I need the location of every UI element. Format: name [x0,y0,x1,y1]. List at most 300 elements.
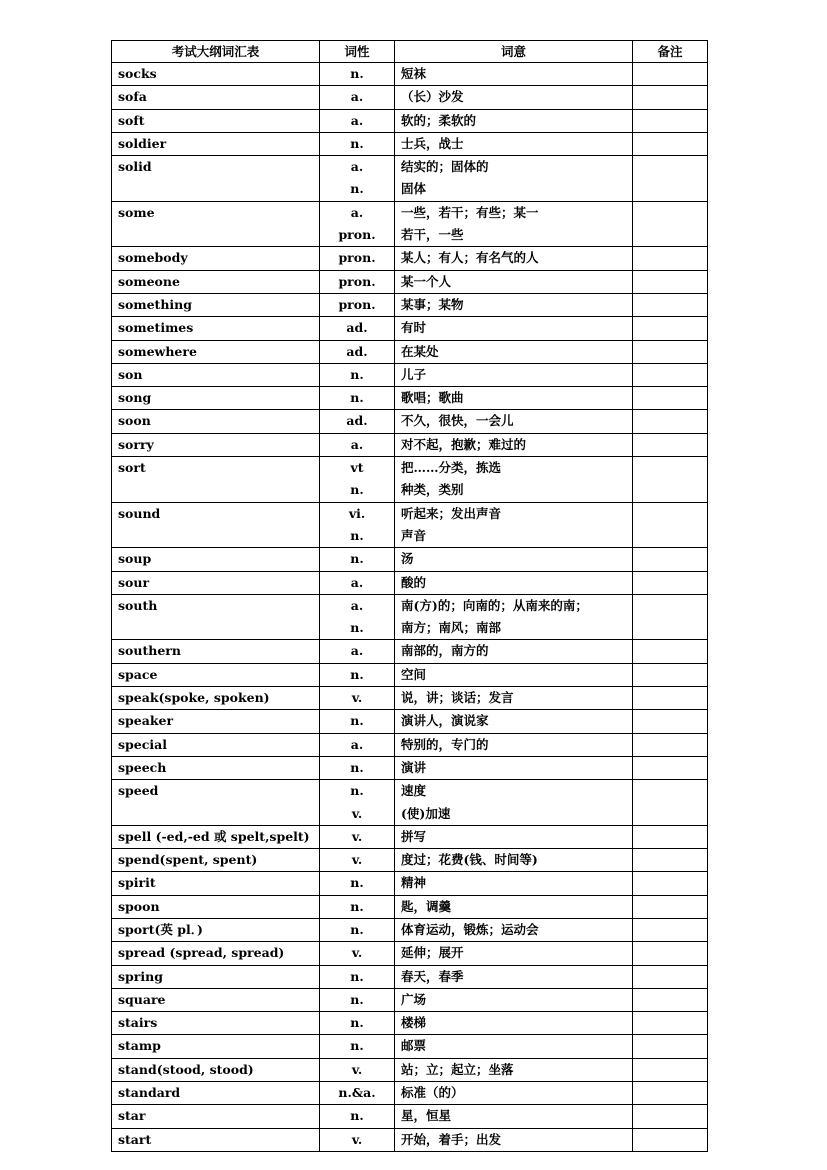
note-cell [633,132,708,155]
word-text: soft [118,112,145,128]
pos-text: a. [350,436,364,452]
word-text: speech [118,759,167,775]
note-cell [633,825,708,848]
pos-cell [320,872,395,895]
note-cell [633,942,708,965]
note-cell [633,363,708,386]
word-text: socks [118,66,157,81]
meaning-text: 把……分类，拣选 [401,460,502,476]
word-cell [112,457,320,503]
meaning-text: 精神 [401,875,427,891]
table-row [112,156,708,202]
note-cell [633,895,708,918]
meaning-text: 拼写 [401,828,427,844]
pos-text: a. [350,597,364,613]
word-text: sort [118,460,146,476]
table-row [112,270,708,293]
meaning-cell [395,733,633,756]
meaning-cell [395,63,633,86]
meaning-text: 星，恒星 [401,1108,452,1124]
word-cell [112,1035,320,1058]
meaning-cell [395,663,633,686]
meaning-cell [395,640,633,663]
table-row [112,433,708,456]
pos-text: n. [350,875,364,891]
note-cell [633,201,708,247]
pos-cell [320,756,395,779]
meaning-cell [395,780,633,826]
pos-text: v. [351,828,363,844]
word-text: someone [118,273,180,289]
pos-cell [320,63,395,86]
pos-cell [320,895,395,918]
word-cell [112,132,320,155]
meaning-cell [395,387,633,410]
note-cell [633,270,708,293]
meaning-cell [395,247,633,270]
meaning-text: 短袜 [401,66,427,81]
word-cell [112,387,320,410]
note-cell [633,109,708,132]
word-cell [112,872,320,895]
meaning-text: 演讲 [401,759,427,775]
pos-text: n. [350,898,364,914]
note-cell [633,1058,708,1081]
pos-cell [320,132,395,155]
word-text: sometimes [118,320,194,336]
note-cell [633,317,708,340]
meaning-cell [395,457,633,503]
pos-text: ad. [346,413,368,429]
meaning-text: 标准（的） [401,1085,464,1101]
pos-cell [320,502,395,548]
note-cell [633,965,708,988]
word-text: standard [118,1085,181,1101]
pos-text: n. [350,991,364,1007]
meaning-text: 一些，若干；有些；某一 [401,204,539,220]
meaning-cell [395,86,633,109]
meaning-text: 在某处 [401,343,439,359]
table-row [112,317,708,340]
pos-cell [320,1128,395,1151]
pos-text: n. [350,968,364,984]
word-cell [112,965,320,988]
pos-cell [320,1105,395,1128]
note-cell [633,594,708,640]
meaning-text: 某一个人 [401,273,452,289]
table-row [112,340,708,363]
pos-text: n. [350,390,364,406]
meaning-cell [395,571,633,594]
pos-cell [320,942,395,965]
table-row [112,571,708,594]
pos-cell [320,109,395,132]
pos-text: a. [350,643,364,659]
meaning-cell [395,293,633,316]
table-row [112,988,708,1011]
table-row [112,63,708,86]
word-text: sofa [118,89,147,105]
word-text: south [118,597,158,613]
word-text: start [118,1131,152,1147]
word-cell [112,571,320,594]
table-row [112,293,708,316]
header-meaning: 词意 [395,41,633,63]
meaning-text: 士兵，战士 [401,135,464,151]
note-cell [633,988,708,1011]
meaning-cell [395,988,633,1011]
word-text: star [118,1108,146,1124]
word-text: spoon [118,898,160,914]
word-cell [112,340,320,363]
word-cell [112,710,320,733]
word-text: sound [118,505,161,521]
meaning-text: 匙，调羹 [401,898,452,914]
meaning-text: (使)加速 [401,805,451,821]
word-text: sorry [118,436,154,452]
meaning-cell [395,340,633,363]
meaning-text: 酸的 [401,574,427,590]
table-row [112,1058,708,1081]
pos-text: n. [350,921,364,937]
pos-text: a. [350,112,364,128]
word-cell [112,548,320,571]
table-row [112,663,708,686]
pos-text: a. [350,204,364,220]
word-cell [112,756,320,779]
pos-cell [320,270,395,293]
meaning-text: 空间 [401,666,427,682]
pos-cell [320,687,395,710]
note-cell [633,410,708,433]
note-cell [633,502,708,548]
pos-text: n. [350,482,364,498]
pos-cell [320,340,395,363]
meaning-cell [395,317,633,340]
table-row [112,457,708,503]
meaning-text: 软的；柔软的 [401,112,477,128]
table-row [112,109,708,132]
pos-cell [320,780,395,826]
pos-text: a. [350,574,364,590]
table-row [112,733,708,756]
meaning-cell [395,825,633,848]
meaning-cell [395,1128,633,1151]
header-word: 考试大纲词汇表 [112,41,320,63]
meaning-text: 广场 [401,991,427,1007]
pos-cell [320,965,395,988]
word-text: spell (-ed,-ed 或 spelt,spelt) [118,828,310,844]
meaning-text: 结实的；固体的 [401,159,489,175]
note-cell [633,1035,708,1058]
pos-text: n.&a. [338,1085,376,1101]
meaning-cell [395,710,633,733]
pos-text: n. [350,135,364,151]
note-cell [633,780,708,826]
note-cell [633,640,708,663]
word-cell [112,201,320,247]
note-cell [633,156,708,202]
meaning-text: 某事；某物 [401,296,464,312]
word-cell [112,109,320,132]
note-cell [633,86,708,109]
note-cell [633,849,708,872]
meaning-cell [395,687,633,710]
meaning-cell [395,132,633,155]
table-row [112,363,708,386]
table-row [112,1035,708,1058]
table-row [112,872,708,895]
meaning-text: 演讲人，演说家 [401,713,489,729]
meaning-cell [395,548,633,571]
meaning-text: 汤 [401,551,414,567]
table-row [112,849,708,872]
pos-text: v. [351,690,363,706]
pos-text: vt [350,460,364,476]
pos-cell [320,548,395,571]
meaning-text: 种类，类别 [401,482,464,498]
word-cell [112,433,320,456]
word-text: speak(spoke, spoken) [118,690,270,706]
table-row [112,710,708,733]
table-row [112,942,708,965]
note-cell [633,872,708,895]
pos-text: pron. [338,250,376,266]
meaning-text: 歌唱；歌曲 [401,390,464,406]
table-body [112,63,708,1152]
table-row [112,965,708,988]
note-cell [633,1082,708,1105]
meaning-text: 延伸；展开 [401,945,464,961]
word-cell [112,1082,320,1105]
pos-cell [320,571,395,594]
word-cell [112,502,320,548]
note-cell [633,63,708,86]
pos-text: a. [350,736,364,752]
note-cell [633,293,708,316]
pos-cell [320,825,395,848]
pos-text: n. [350,1015,364,1031]
meaning-cell [395,410,633,433]
pos-text: pron. [338,227,376,243]
meaning-cell [395,1035,633,1058]
pos-text: n. [350,1108,364,1124]
meaning-cell [395,156,633,202]
pos-text: v. [351,945,363,961]
meaning-text: 速度 [401,783,427,799]
meaning-cell [395,363,633,386]
meaning-text: 有时 [401,320,427,336]
word-text: soup [118,551,152,567]
word-text: soon [118,413,151,429]
word-cell [112,687,320,710]
note-cell [633,1012,708,1035]
header-row [112,41,708,63]
table-row [112,756,708,779]
pos-cell [320,640,395,663]
table-row [112,594,708,640]
pos-cell [320,1058,395,1081]
pos-text: n. [350,666,364,682]
word-text: something [118,296,192,312]
pos-text: n. [350,551,364,567]
pos-cell [320,317,395,340]
word-text: square [118,991,166,1007]
table-row [112,640,708,663]
note-cell [633,756,708,779]
meaning-text: 体育运动，锻炼；运动会 [401,921,539,937]
meaning-text: 南(方)的；向南的；从南来的南； [401,597,588,613]
word-cell [112,317,320,340]
word-text: spread (spread, spread) [118,945,285,961]
header-note: 备注 [633,41,708,63]
word-text: spirit [118,875,156,891]
word-text: spend(spent, spent) [118,852,258,868]
note-cell [633,340,708,363]
word-text: solid [118,159,152,175]
meaning-cell [395,849,633,872]
table-row [112,687,708,710]
word-text: sour [118,574,150,590]
meaning-cell [395,1105,633,1128]
meaning-text: 听起来；发出声音 [401,505,502,521]
word-cell [112,86,320,109]
note-cell [633,387,708,410]
meaning-text: 说，讲；谈话；发言 [401,690,514,706]
pos-text: pron. [338,273,376,289]
meaning-cell [395,1058,633,1081]
pos-text: n. [350,620,364,636]
pos-cell [320,918,395,941]
word-cell [112,156,320,202]
meaning-text: 度过；花费(钱、时间等) [401,852,538,868]
note-cell [633,663,708,686]
pos-cell [320,247,395,270]
meaning-text: 春天，春季 [401,968,464,984]
word-cell [112,663,320,686]
pos-cell [320,733,395,756]
pos-cell [320,988,395,1011]
meaning-cell [395,433,633,456]
pos-text: n. [350,66,364,81]
table-row [112,1082,708,1105]
meaning-text: 特别的，专门的 [401,736,489,752]
word-text: special [118,736,167,752]
note-cell [633,247,708,270]
pos-cell [320,710,395,733]
word-text: son [118,366,143,382]
word-cell [112,293,320,316]
note-cell [633,571,708,594]
pos-cell [320,410,395,433]
word-cell [112,849,320,872]
note-cell [633,710,708,733]
word-text: speaker [118,713,174,729]
word-text: space [118,666,158,682]
table-row [112,1105,708,1128]
pos-text: v. [351,852,363,868]
word-text: stand(stood, stood) [118,1061,254,1077]
pos-cell [320,1012,395,1035]
word-cell [112,825,320,848]
word-cell [112,780,320,826]
meaning-text: 南部的，南方的 [401,643,489,659]
pos-text: v. [351,805,363,821]
word-text: soldier [118,135,167,151]
note-cell [633,457,708,503]
pos-cell [320,363,395,386]
table-row [112,895,708,918]
pos-text: n. [350,527,364,543]
pos-cell [320,849,395,872]
meaning-text: 南方；南风；南部 [401,620,502,636]
pos-text: a. [350,159,364,175]
word-text: speed [118,783,159,799]
word-text: sport(英 pl．) [118,921,203,937]
meaning-cell [395,1012,633,1035]
table-row [112,825,708,848]
table-row [112,1012,708,1035]
table-row [112,918,708,941]
pos-cell [320,1082,395,1105]
pos-text: n. [350,759,364,775]
word-cell [112,247,320,270]
word-text: southern [118,643,181,659]
word-cell [112,640,320,663]
note-cell [633,548,708,571]
pos-text: ad. [346,320,368,336]
pos-cell [320,293,395,316]
pos-text: n. [350,783,364,799]
note-cell [633,1128,708,1151]
word-text: some [118,204,155,220]
meaning-cell [395,756,633,779]
table-row [112,548,708,571]
word-text: spring [118,968,163,984]
pos-text: a. [350,89,364,105]
meaning-text: 儿子 [401,366,427,382]
note-cell [633,733,708,756]
pos-text: ad. [346,343,368,359]
pos-text: n. [350,1038,364,1054]
word-cell [112,1058,320,1081]
pos-text: n. [350,366,364,382]
pos-text: v. [351,1061,363,1077]
table-row [112,201,708,247]
meaning-text: 不久，很快，一会儿 [401,413,514,429]
pos-text: pron. [338,296,376,312]
word-cell [112,63,320,86]
meaning-cell [395,872,633,895]
meaning-cell [395,965,633,988]
word-cell [112,942,320,965]
note-cell [633,687,708,710]
header-pos: 词性 [320,41,395,63]
word-cell [112,1012,320,1035]
pos-cell [320,433,395,456]
meaning-cell [395,270,633,293]
word-cell [112,918,320,941]
table-row [112,410,708,433]
meaning-text: 邮票 [401,1038,427,1054]
meaning-text: 楼梯 [401,1015,427,1031]
meaning-cell [395,895,633,918]
pos-cell [320,156,395,202]
table-row [112,502,708,548]
word-cell [112,363,320,386]
pos-cell [320,387,395,410]
pos-cell [320,1035,395,1058]
